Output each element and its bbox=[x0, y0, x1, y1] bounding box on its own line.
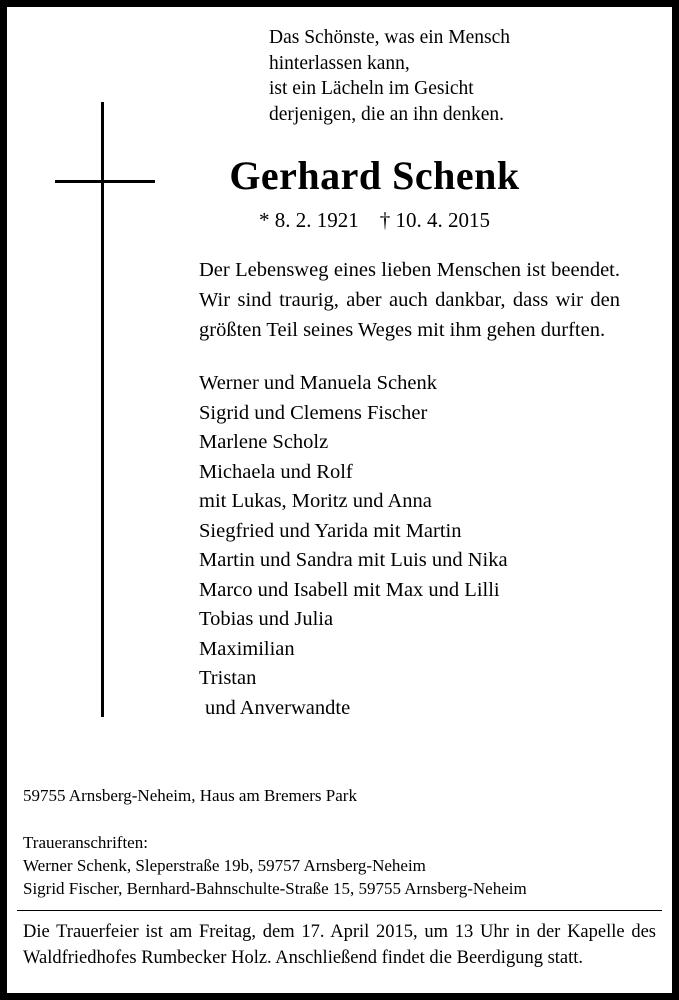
divider bbox=[17, 910, 662, 911]
condolence-addresses bbox=[23, 831, 527, 900]
list-item: mit Lukas, Moritz und Anna bbox=[199, 490, 432, 512]
list-item: Tristan bbox=[199, 667, 257, 689]
list-item: Siegfried und Yarida mit Martin bbox=[199, 519, 462, 542]
list-item: Tobias und Julia bbox=[199, 608, 334, 630]
list-item: und Anverwandte bbox=[205, 696, 351, 719]
list-item: Maximilian bbox=[199, 637, 295, 660]
deceased-name: Gerhard Schenk bbox=[229, 153, 520, 198]
obituary-inner bbox=[7, 7, 672, 993]
funeral-service-info: Die Trauerfeier ist am Freitag, dem 17. April 2015, um 13 Uhr in der Kapelle des Waldfriedhofes Rumbecker Holz. Anschließend findet die Beerdigung statt. bbox=[23, 922, 656, 968]
addresses-heading: Traueranschriften: bbox=[23, 833, 148, 852]
address-line-2: Sigrid Fischer, Bernhard-Bahnschulte-Straße 15, 59755 Arnsberg-Neheim bbox=[23, 879, 527, 898]
mourners-list bbox=[199, 369, 656, 723]
cross-horizontal-bar bbox=[55, 180, 155, 183]
list-item: Michaela und Rolf bbox=[199, 460, 353, 483]
cross-vertical-bar bbox=[101, 102, 104, 717]
list-item: Sigrid und Clemens Fischer bbox=[199, 401, 428, 424]
verse-line-4: derjenigen, die an ihn denken. bbox=[269, 103, 504, 125]
cross-icon bbox=[93, 102, 155, 722]
list-item: Marco und Isabell mit Max und Lilli bbox=[199, 578, 500, 601]
memorial-verse bbox=[269, 25, 656, 127]
verse-line-2: hinterlassen kann, bbox=[269, 52, 410, 74]
memorial-text: Der Lebensweg eines lieben Menschen ist beendet. Wir sind traurig, aber auch dankbar, dass wir den größten Teil seines Weges mit ihm gehen durften. bbox=[199, 259, 620, 341]
list-item: Werner und Manuela Schenk bbox=[199, 372, 438, 394]
deceased-dates: * 8. 2. 1921 † 10. 4. 2015 bbox=[259, 208, 490, 232]
verse-line-3: ist ein Lächeln im Gesicht bbox=[269, 78, 474, 99]
place-of-death: 59755 Arnsberg-Neheim, Haus am Bremers Park bbox=[23, 786, 357, 805]
list-item: Martin und Sandra mit Luis und Nika bbox=[199, 549, 508, 571]
verse-line-1: Das Schönste, was ein Mensch bbox=[269, 27, 510, 48]
address-line-1: Werner Schenk, Sleperstraße 19b, 59757 Arnsberg-Neheim bbox=[23, 856, 426, 875]
list-item: Marlene Scholz bbox=[199, 431, 329, 453]
